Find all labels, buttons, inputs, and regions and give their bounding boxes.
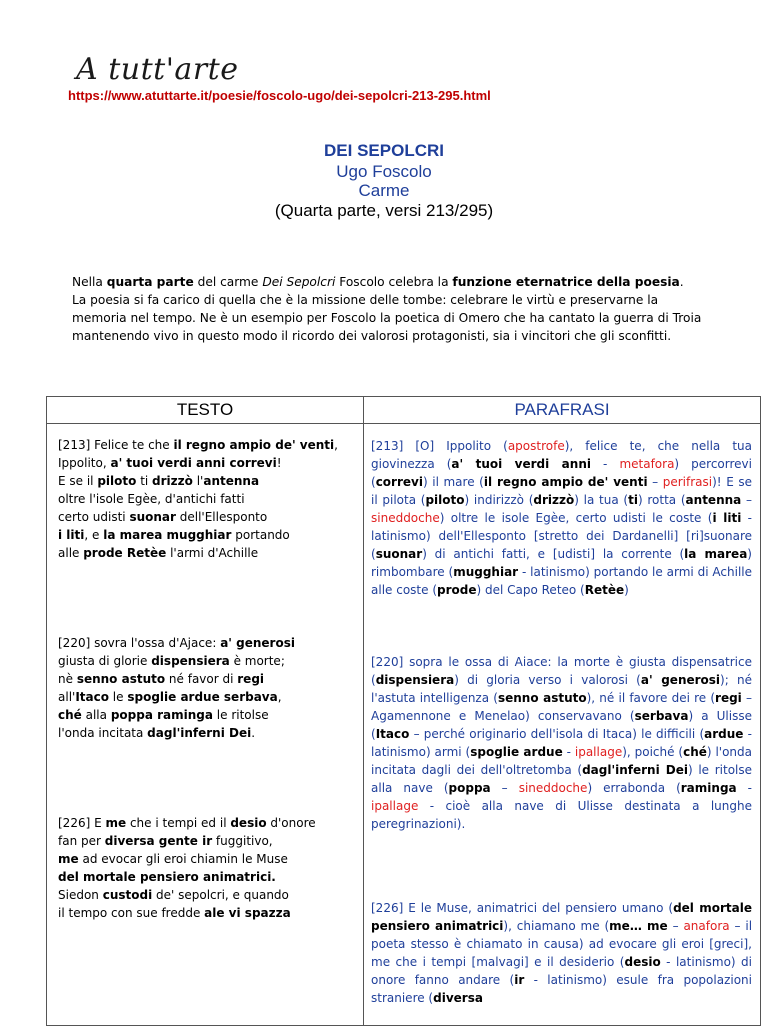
table-header-row xyxy=(47,397,761,424)
section-subtitle: (Quarta parte, versi 213/295) xyxy=(274,201,494,220)
genre-label: Carme xyxy=(358,181,410,200)
author-name: Ugo Foscolo xyxy=(336,162,432,181)
paraphrase-226: [226] E le Muse, animatrici del pensiero umano (del mortale pensiero animatrici), chiamano me (me… me – anafora – il poeta stesso è chiamato in causa) ad evocare gli eroi [greci], me che i tempi [malvagi] e il desiderio (desio - latinismo) di onore fanno andare (ir - latinismo) esule fra popolazioni straniere (diversa xyxy=(371,901,753,1005)
parafrasi-cell xyxy=(364,424,761,1026)
intro-text: del carme xyxy=(193,275,263,289)
column-header-testo: TESTO xyxy=(47,397,364,424)
testo-cell xyxy=(47,424,364,1026)
verse-220: [220] sovra l'ossa d'Ajace: a' generosi giusta di glorie dispensiera è morte; nè senno astuto né favor di regi all'Itaco le spoglie ardue serbava, ché alla poppa raminga le ritolse l'onda incitata dagl'inferni Dei. xyxy=(58,636,295,740)
verse-paraphrase-table xyxy=(46,396,761,1026)
source-url-link[interactable]: https://www.atuttarte.it/poesie/foscolo-ugo/dei-sepolcri-213-295.html xyxy=(68,88,491,103)
paraphrase-213: [213] [O] Ippolito (apostrofe), felice te, che nella tua giovinezza (a' tuoi verdi anni - metafora) percorrevi (correvi) il mare (il regno ampio de' venti – perifrasi)! E se il pilota (piloto) indirizzò (drizzò) la tua (ti) rotta (antenna – sineddoche) oltre le isole Egèe, certo udisti le coste (i liti - latinismo) dell'Ellesponto [stretto dei Dardanelli] [ri]suonare (suonar) di antichi fatti, e [udisti] la corrente (la marea) rimbombare (mugghiar - latinismo) portando le armi di Achille alle coste (prode) del Capo Reteo (Retèe) xyxy=(371,439,753,597)
site-logo: A tutt'arte xyxy=(76,52,239,87)
intro-text: . xyxy=(679,275,684,289)
table-row xyxy=(47,424,761,1026)
column-header-parafrasi: PARAFRASI xyxy=(364,397,761,424)
verse-226: [226] E me che i tempi ed il desio d'onore fan per diversa gente ir fuggitivo, me ad evocar gli eroi chiamin le Muse del mortale pensiero animatrici. Siedon custodi de' sepolcri, e quando il tempo con sue fredde ale vi spazza xyxy=(58,816,316,920)
intro-paragraph xyxy=(72,273,707,345)
intro-bold: quarta parte xyxy=(106,275,194,289)
intro-text: Foscolo celebra la xyxy=(335,275,453,289)
document-title: DEI SEPOLCRI xyxy=(324,141,444,160)
intro-text: La poesia si fa carico di quella che è la missione delle tombe: celebrare le virtù e preservarne la memoria nel tempo. Ne è un esempio per Foscolo la poetica di Omero che ha cantato la guerra di Troia mantenendo vivo in questo modo il ricordo dei valorosi protagonisti, sia i vincitori che gli sconfitti. xyxy=(72,293,702,343)
verse-213: [213] Felice te che il regno ampio de' venti, Ippolito, a' tuoi verdi anni correvi! E se il piloto ti drizzò l'antenna oltre l'isole Egèe, d'antichi fatti certo udisti suonar dell'Ellesponto i liti, e la marea mugghiar portando alle prode Retèe l'armi d'Achille xyxy=(58,438,338,560)
intro-bold: funzione eternatrice della poesia xyxy=(452,275,680,289)
intro-italic-title: Dei Sepolcri xyxy=(262,275,336,289)
paraphrase-220: [220] sopra le ossa di Aiace: la morte è giusta dispensatrice (dispensiera) di gloria verso i valorosi (a' generosi); né l'astuta intelligenza (senno astuto), né il favore dei re (regi – Agamennone e Menelao) conservavano (serbava) a Ulisse (Itaco – perché originario dell'isola di Itaca) le difficili (ardue - latinismo) armi (spoglie ardue - ipallage), poiché (ché) l'onda incitata dagli dei dell'oltretomba (dagl'inferni Dei) le ritolse alla nave (poppa – sineddoche) errabonda (raminga - ipallage - cioè alla nave di Ulisse destinata a lunghe peregrinazioni). xyxy=(371,655,753,831)
intro-text: Nella xyxy=(72,275,107,289)
title-block xyxy=(0,140,768,222)
